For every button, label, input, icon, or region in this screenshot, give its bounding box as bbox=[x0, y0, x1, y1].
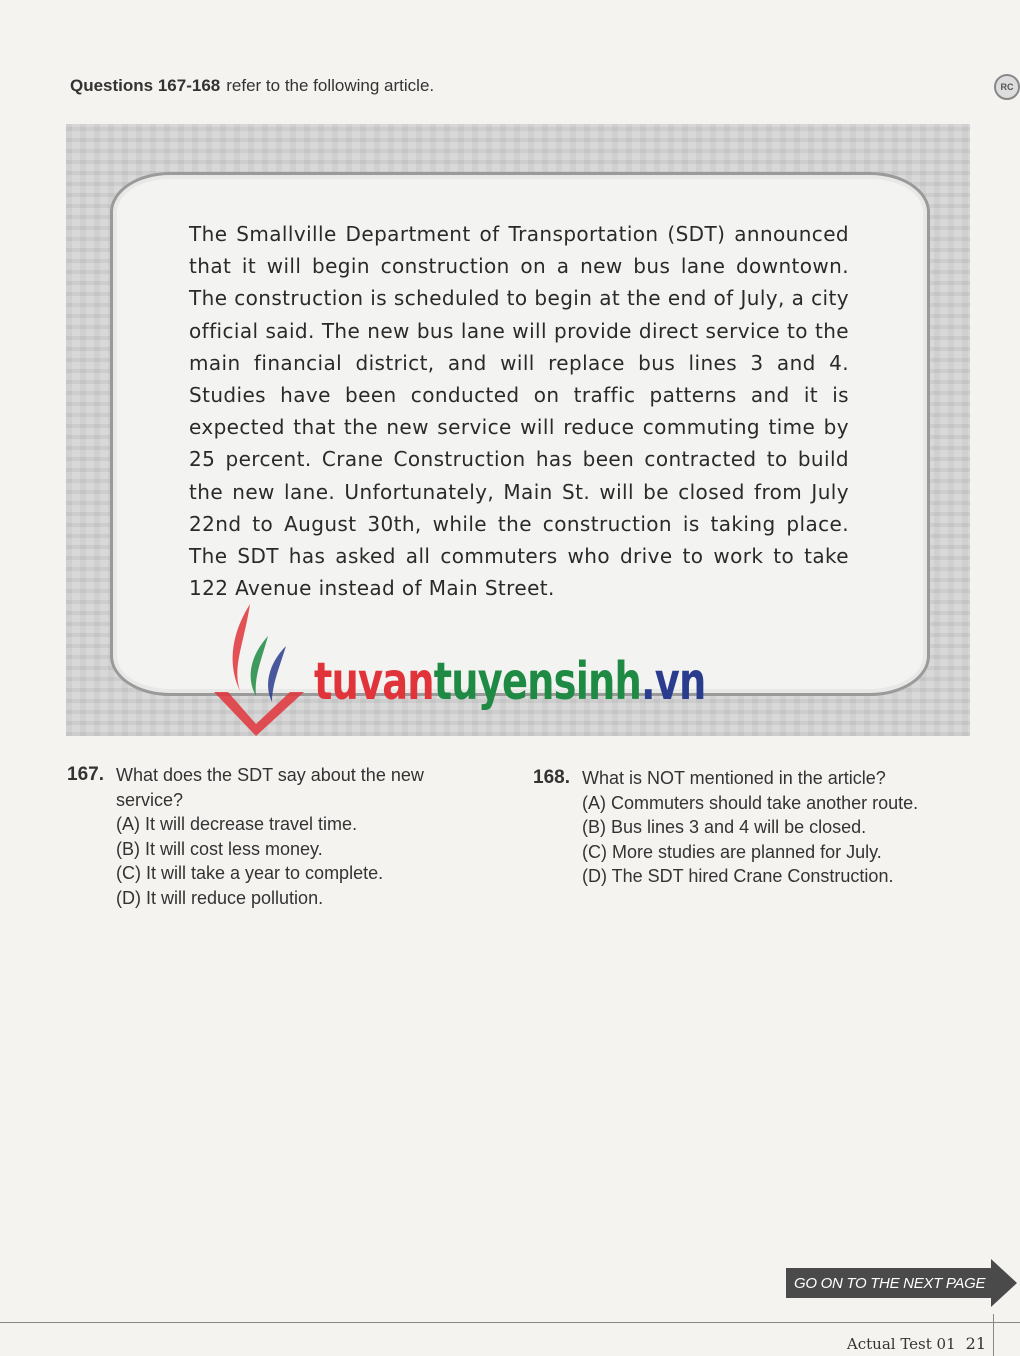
option-b[interactable]: (B) It will cost less money. bbox=[116, 838, 323, 859]
question-167 bbox=[67, 763, 487, 910]
question-stem: What is NOT mentioned in the article? bbox=[582, 768, 886, 788]
option-c[interactable]: (C) It will take a year to complete. bbox=[116, 863, 384, 883]
option-d[interactable]: (D) The SDT hired Crane Construction. bbox=[582, 866, 894, 886]
watermark-part-1: tuvan bbox=[314, 652, 434, 712]
next-page-button[interactable] bbox=[786, 1262, 1017, 1304]
watermark-part-2: tuyensinh bbox=[433, 652, 642, 712]
arrow-right-icon bbox=[991, 1259, 1017, 1307]
question-number: 168. bbox=[533, 767, 570, 788]
question-number: 167. bbox=[67, 764, 104, 785]
footer-tick bbox=[993, 1314, 994, 1356]
option-a[interactable]: (A) It will decrease travel time. bbox=[116, 814, 358, 834]
footer-divider bbox=[0, 1322, 1020, 1323]
questions-instruction: refer to the following article. bbox=[226, 76, 435, 95]
rc-badge: RC bbox=[994, 74, 1020, 100]
next-page-label: GO ON TO THE NEXT PAGE bbox=[786, 1268, 991, 1298]
option-a[interactable]: (A) Commuters should take another route. bbox=[582, 792, 919, 813]
watermark-part-3: .vn bbox=[641, 652, 706, 712]
footer-label: Actual Test 01 bbox=[846, 1335, 956, 1353]
questions-range: Questions 167-168 bbox=[70, 76, 221, 95]
article-text: The Smallville Department of Transportation (SDT) announced that it will begin construction on a new bus lane downtown. The construction is scheduled to begin at the end of July, a city official said. The new bus lane will provide direct service to the main financial district, and will replace bus lines 3 and 4. Studies have been conducted on traffic patterns and it is expected that the new service will reduce commuting time by 25 percent. Crane Construction has been contracted to build the new lane. Unfortunately, Main St. will be closed from July 22nd to August 30th, while the construction is taking place. The SDT has asked all commuters who drive to work to take 122 Avenue instead of Main Street. bbox=[189, 222, 849, 601]
option-b[interactable]: (B) Bus lines 3 and 4 will be closed. bbox=[582, 817, 867, 837]
question-168 bbox=[533, 766, 973, 889]
option-c[interactable]: (C) More studies are planned for July. bbox=[582, 841, 882, 862]
watermark-text bbox=[314, 652, 705, 712]
page-footer bbox=[847, 1334, 986, 1353]
questions-heading bbox=[70, 76, 434, 96]
question-stem: What does the SDT say about the new service? bbox=[116, 765, 424, 810]
page-number: 21 bbox=[965, 1334, 986, 1353]
option-d[interactable]: (D) It will reduce pollution. bbox=[116, 887, 324, 908]
